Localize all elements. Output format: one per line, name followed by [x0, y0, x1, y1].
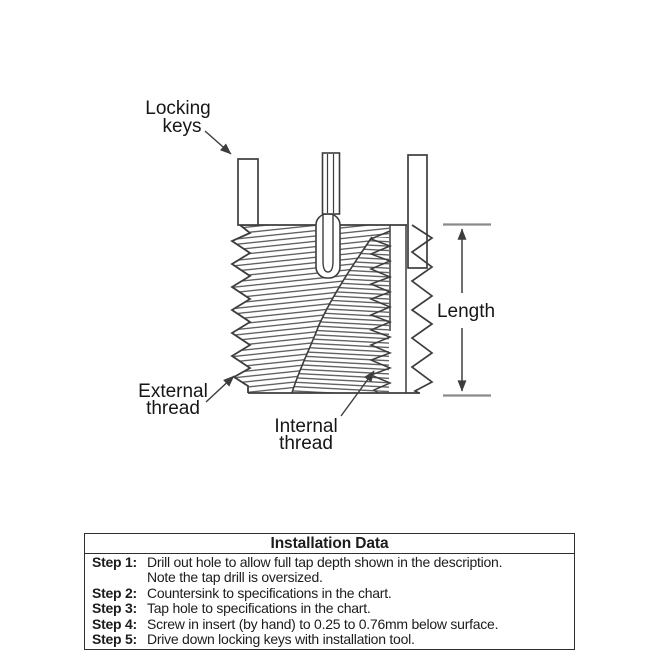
table-row-step1 [85, 555, 572, 586]
locking-keys-label-line2: keys [162, 116, 202, 137]
step-text [144, 555, 572, 586]
table-row-step4 [85, 617, 572, 632]
table-title: Installation Data [85, 534, 574, 554]
locking-key-right [408, 155, 427, 268]
external-thread-label-line2: thread [146, 398, 200, 419]
internal-thread-label-line1: Internal [274, 416, 338, 437]
locking-key-left [238, 159, 258, 225]
step-text: Countersink to specifications in the chart. [147, 584, 392, 601]
external-thread-arrow [206, 376, 234, 402]
table-row-step3 [85, 601, 572, 616]
step-label: Step 3: [92, 600, 137, 617]
step-text: Tap hole to specifications in the chart. [147, 600, 371, 617]
installation-data-table [84, 533, 575, 650]
step-text: Screw in insert (by hand) to 0.25 to 0.76mm below surface. [147, 615, 499, 632]
step-label: Step 2: [92, 584, 137, 601]
table-row-step5 [85, 632, 572, 647]
step-text: Drive down locking keys with installation tool. [147, 631, 415, 648]
table-row-step2 [85, 586, 572, 601]
locking-keys-arrow [205, 131, 231, 154]
step-note-line: Note the tap drill is oversized. [147, 569, 323, 586]
locking-keys-label-line1: Locking [145, 98, 211, 119]
step-label: Step 5: [92, 631, 137, 648]
table-body [85, 554, 574, 649]
step-text-line: Drill out hole to allow full tap depth shown in the description. [147, 554, 503, 570]
internal-thread-label-line2: thread [279, 433, 333, 454]
step-label: Step 1: [92, 554, 137, 570]
external-thread-label-line1: External [138, 381, 208, 402]
step-label: Step 4: [92, 615, 137, 632]
locking-key-middle [316, 153, 340, 278]
length-label: Length [436, 301, 496, 322]
